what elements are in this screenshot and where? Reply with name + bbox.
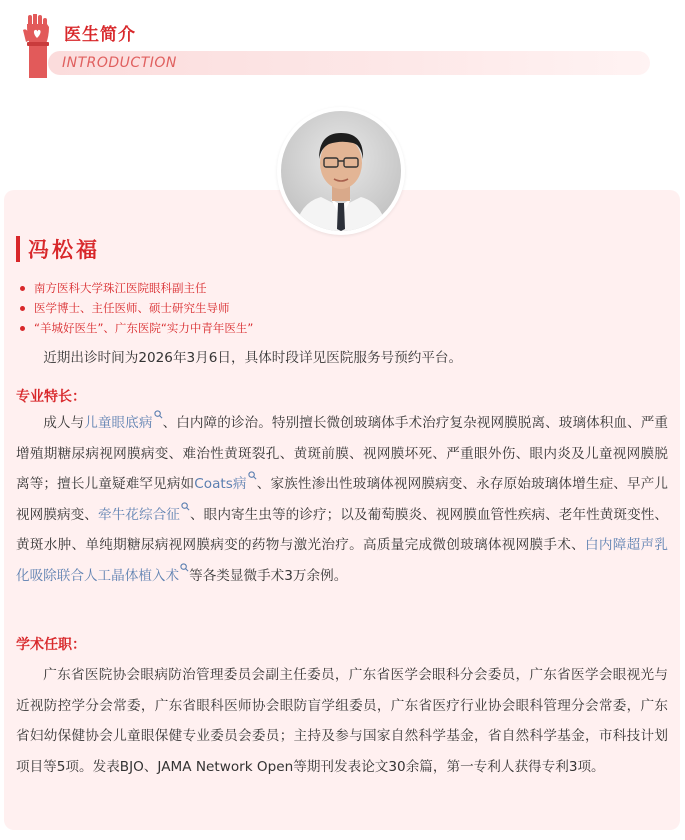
specialty-label: 专业特长：: [16, 389, 86, 405]
search-icon[interactable]: [180, 563, 189, 572]
keyword-link-morning-glory[interactable]: 牵牛花综合征: [97, 506, 180, 523]
doctor-portrait: [281, 111, 401, 231]
specialty-text-part: 等各类显微手术3万余例。: [189, 567, 348, 584]
doctor-name: 冯松福: [28, 238, 100, 262]
doctor-title-item: 医学博士、主任医师、硕士研究生导师: [20, 298, 253, 318]
doctor-title-item: 南方医科大学珠江医院眼科副主任: [20, 278, 253, 298]
clinic-notice: 近期出诊时间为2026年3月6日，具体时段详见医院服务号预约平台。: [43, 350, 463, 366]
doctor-titles-list: [20, 278, 253, 338]
specialty-text-part: 成人与: [43, 415, 85, 431]
keyword-link-pediatric-fundus[interactable]: 儿童眼底病: [84, 415, 153, 431]
keyword-link-coats[interactable]: Coats病: [194, 476, 247, 492]
search-icon[interactable]: [154, 410, 163, 419]
section-header: [0, 0, 685, 90]
name-accent-bar: [16, 236, 20, 262]
search-icon[interactable]: [181, 502, 190, 511]
doctor-title-item: “羊城好医生”、广东医院“实力中青年医生”: [20, 318, 253, 338]
academic-text: 广东省医院协会眼病防治管理委员会副主任委员，广东省医学会眼科分会委员，广东省医学会眼视光与近视防控学分会常委，广东省眼科医师协会眼防盲学组委员，广东省医疗行业协会眼科管理分会常委，广东省妇幼保健协会儿童眼保健专业委员会委员；主持及参与国家自然科学基金，省自然科学基金，市科技计划项目等5项。发表BJO、JAMA Network Open等期刊发表论文30余篇，第一专利人获得专利3项。: [16, 667, 668, 775]
specialty-text-part: 、白内障的诊治。特别擅长微创玻璃体手术治疗复杂视网膜脱离、玻璃体积血、严重增殖期糖尿病视网膜病变、难治性黄斑裂孔、黄斑前膜、视网膜坏死、严重眼外伤、眼内炎及儿童视网膜脱离等；擅长儿童疑难罕见病如: [16, 415, 669, 492]
header-subtitle: INTRODUCTION: [62, 55, 177, 71]
specialty-text-part: 、眼内寄生虫等的诊疗；以及葡萄膜炎、视网膜血管性疾病、老年性黄斑变性、黄斑水肿、单纯期糖尿病视网膜病变的药物与激光治疗。高质量完成微创玻璃体视网膜手术、: [16, 506, 669, 553]
academic-label: 学术任职：: [16, 637, 86, 653]
keyword-link-cataract-surgery[interactable]: 白内障超声乳化吸除联合人工晶体植入术: [16, 537, 669, 584]
doctor-avatar: [277, 107, 405, 235]
header-title: 医生简介: [64, 25, 136, 45]
search-icon[interactable]: [248, 471, 257, 480]
specialty-text-part: 、家族性渗出性玻璃体视网膜病变、永存原始玻璃体增生症、早产儿视网膜病变、: [16, 476, 669, 523]
specialty-text: [16, 408, 668, 591]
